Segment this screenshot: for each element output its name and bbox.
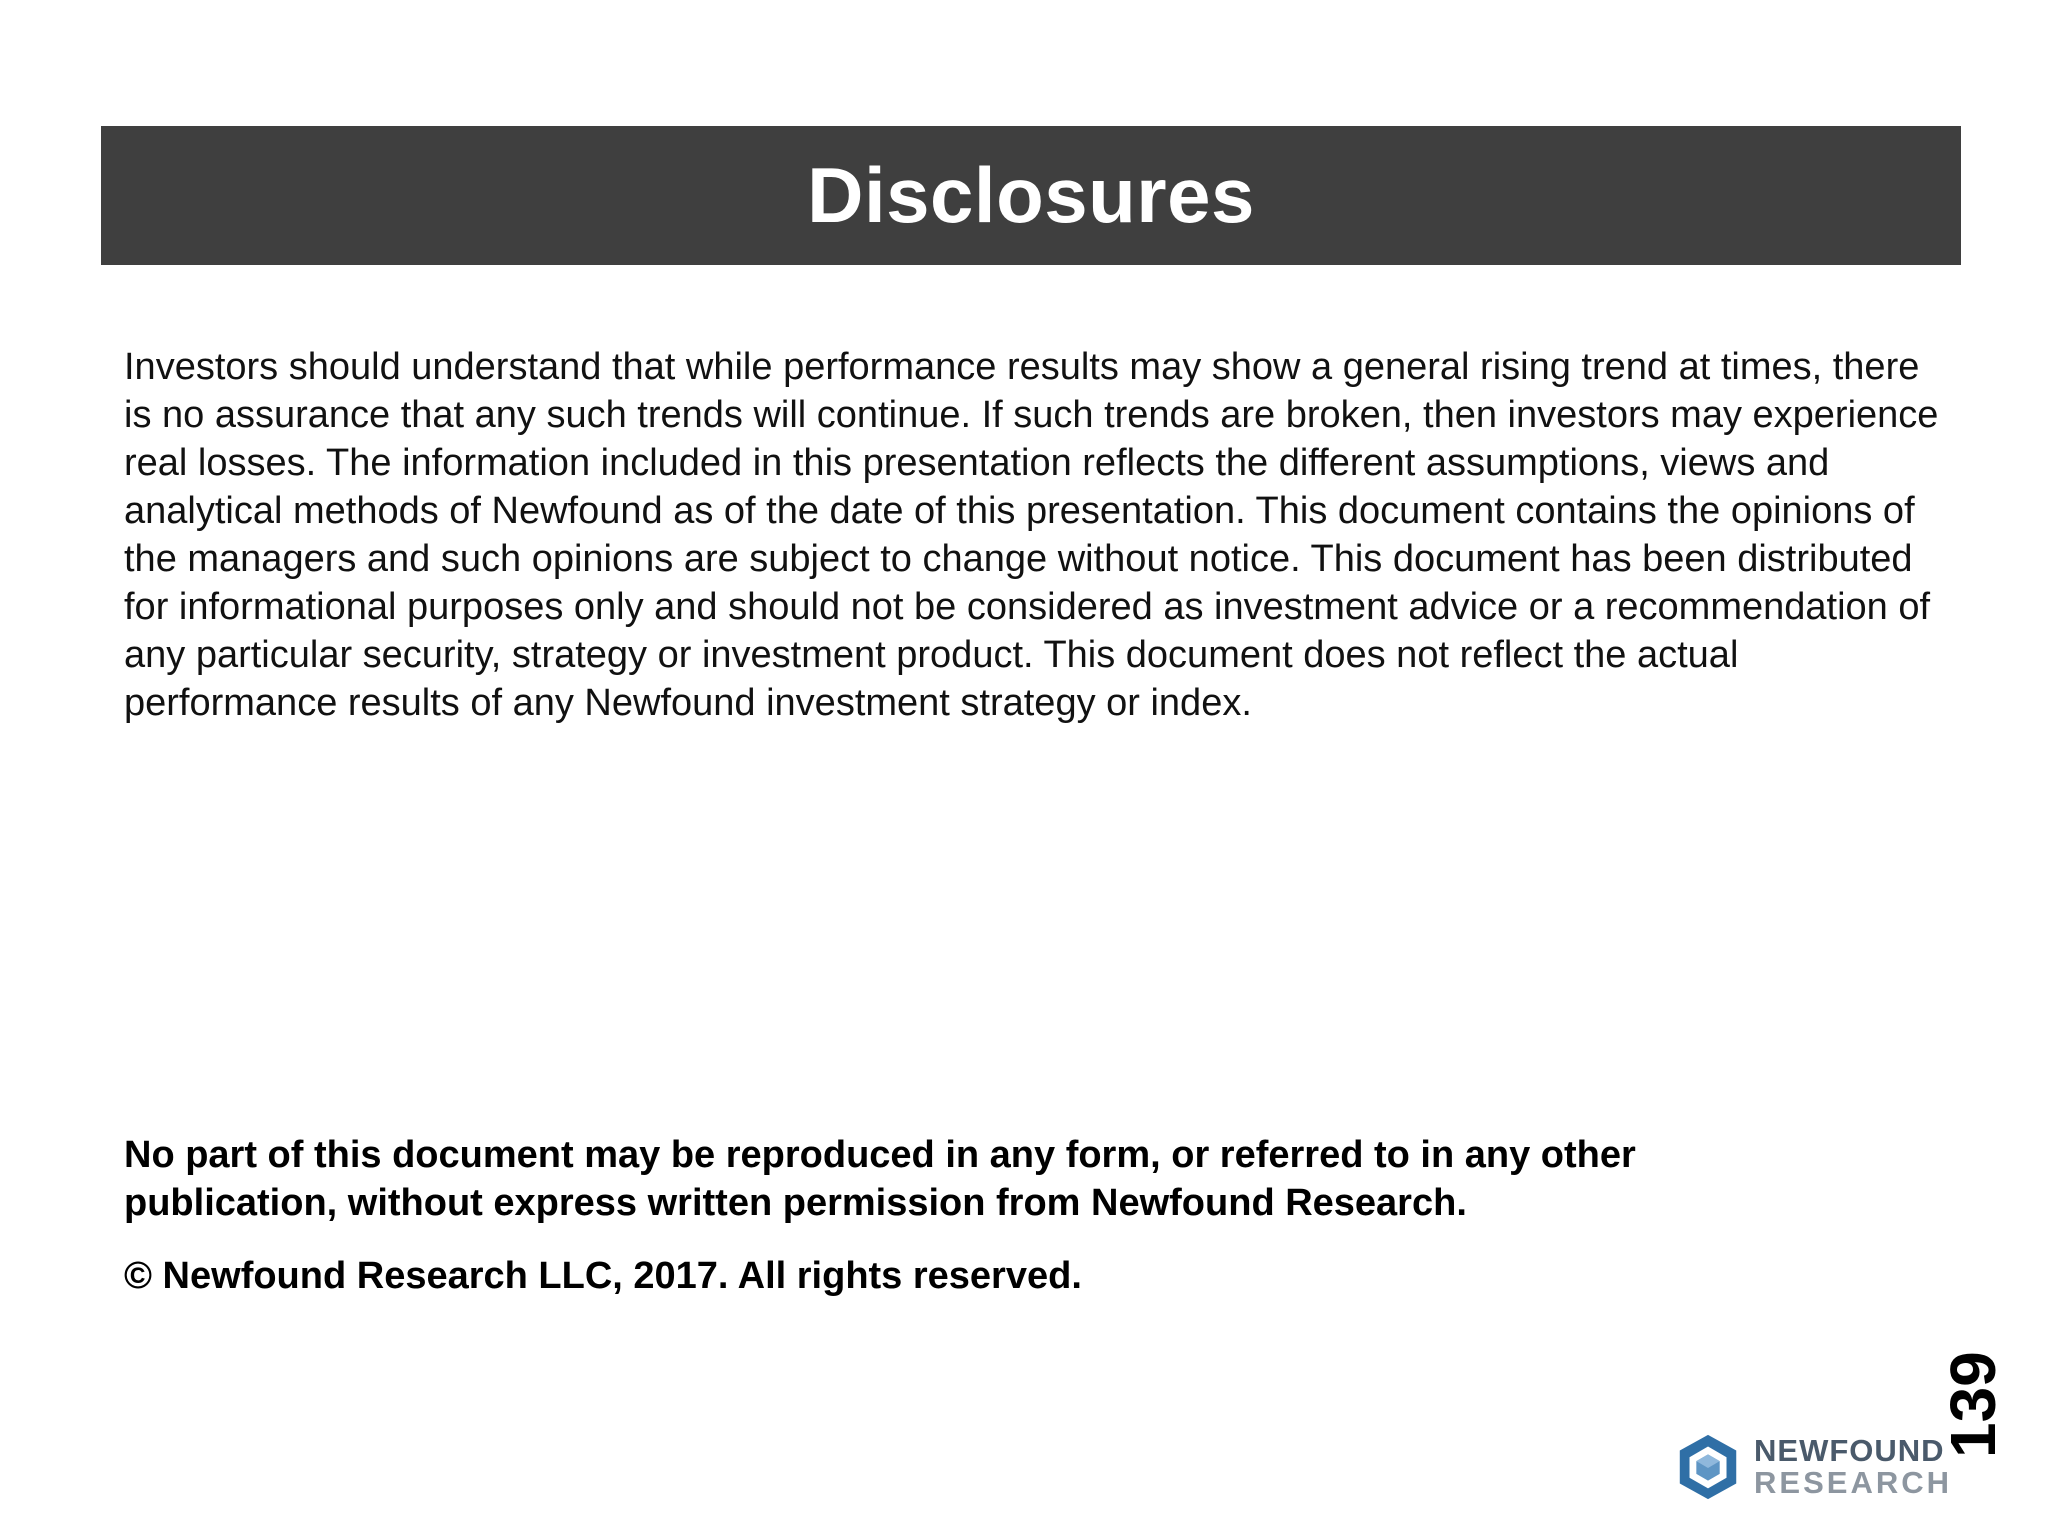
hexagon-cube-logo-icon: [1672, 1430, 1744, 1504]
page-title: Disclosures: [807, 151, 1255, 239]
logo-text: [1754, 1435, 1952, 1499]
logo-line-research: RESEARCH: [1754, 1465, 1952, 1500]
logo-line-newfound: NEWFOUND: [1754, 1433, 1945, 1468]
newfound-logo: [1672, 1430, 1952, 1504]
reproduction-notice: No part of this document may be reproduced in any form, or referred to in any other publication, without express written permission from Newfound Research.: [124, 1134, 1636, 1224]
page-number: 139: [1937, 1351, 2009, 1458]
copyright-notice: © Newfound Research LLC, 2017. All rights reserved.: [124, 1255, 1082, 1297]
disclosure-paragraph: Investors should understand that while performance results may show a general rising trend at times, there is no assurance that any such trends will continue. If such trends are broken, then investors may experience real losses. The information included in this presentation reflects the different assumptions, views and analytical methods of Newfound as of the date of this presentation. This document contains the opinions of the managers and such opinions are subject to change without notice. This document has been distributed for informational purposes only and should not be considered as investment advice or a recommendation of any particular security, strategy or investment product. This document does not reflect the actual performance results of any Newfound investment strategy or index.: [124, 346, 1939, 724]
title-bar: [101, 126, 1961, 265]
